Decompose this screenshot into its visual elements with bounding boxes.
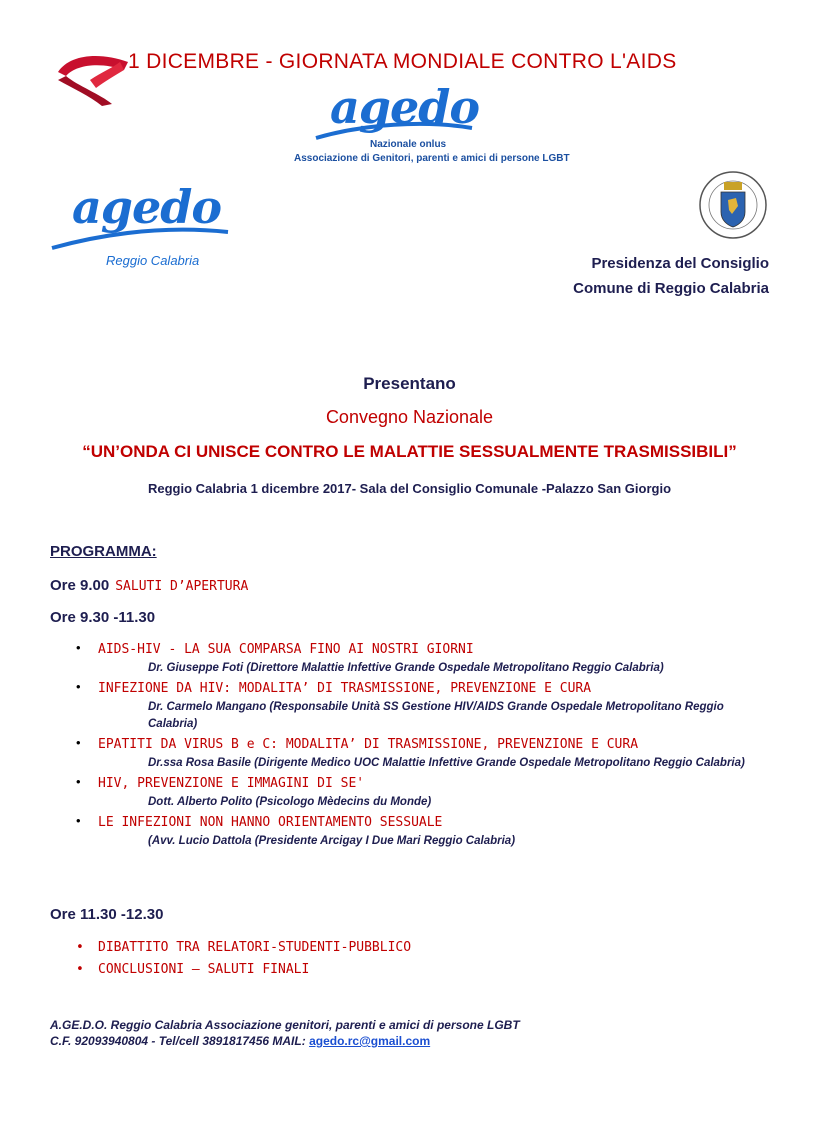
- event-title: 1 DICEMBRE - GIORNATA MONDIALE CONTRO L'AIDS: [128, 50, 677, 73]
- talk-speaker: Dott. Alberto Polito (Psicologo Mèdecins du Monde): [148, 796, 432, 808]
- list-item: [72, 813, 792, 850]
- logo-left-word: agedo: [72, 180, 222, 234]
- agedo-reggio-logo: [50, 180, 250, 275]
- talk-speaker: Dr. Carmelo Mangano (Responsabile Unità SS Gestione HIV/AIDS Grande Ospedale Metropolitano Reggio Calabria): [148, 701, 724, 730]
- time-slot-3-time: Ore 11.30 -12.30: [50, 906, 164, 923]
- list-item: [72, 774, 792, 811]
- convegno-heading: Convegno Nazionale: [325, 407, 494, 427]
- presidenza-line2: Comune di Reggio Calabria: [573, 280, 769, 297]
- aids-ribbon-icon: [50, 50, 140, 106]
- talk-title: • INFEZIONE DA HIV: MODALITA’ DI TRASMISSIONE, PREVENZIONE E CURA: [98, 681, 592, 696]
- email-link[interactable]: agedo.rc@gmail.com: [309, 1034, 431, 1048]
- logo-top-tagline: Associazione di Genitori, parenti e amici di persone LGBT: [294, 153, 570, 164]
- presentano-heading: Presentano: [363, 374, 456, 393]
- talk-speaker: Dr.ssa Rosa Basile (Dirigente Medico UOC Malattie Infettive Grande Ospedale Metropolitano Reggio Calabria): [148, 757, 745, 769]
- footer-line2: C.F. 92093940804 - Tel/cell 3891817456 MAIL:: [50, 1034, 310, 1048]
- talks-list: [72, 640, 792, 852]
- talk-title: • LE INFEZIONI NON HANNO ORIENTAMENTO SESSUALE: [98, 815, 443, 830]
- list-item: • CONCLUSIONI – SALUTI FINALI: [72, 959, 411, 981]
- list-item: [72, 679, 792, 733]
- time-slot-1-activity: SALUTI D’APERTURA: [115, 579, 249, 594]
- presidenza-block: [573, 251, 769, 301]
- talk-speaker: Dr. Giuseppe Foti (Direttore Malattie Infettive Grande Ospedale Metropolitano Reggio Calabria): [148, 662, 664, 674]
- footer: [50, 1017, 520, 1049]
- conference-title: “UN’ONDA CI UNISCE CONTRO LE MALATTIE SESSUALMENTE TRASMISSIBILI”: [82, 442, 737, 461]
- time-slot-1-time: Ore 9.00: [50, 577, 110, 594]
- presidenza-line1: Presidenza del Consiglio: [591, 255, 769, 272]
- time-slot-2: [50, 609, 155, 626]
- talk-title: • AIDS-HIV - LA SUA COMPARSA FINO AI NOSTRI GIORNI: [98, 642, 474, 657]
- talk-speaker: (Avv. Lucio Dattola (Presidente Arcigay I Due Mari Reggio Calabria): [148, 835, 516, 847]
- logo-top-subtitle: Nazionale onlus: [370, 139, 447, 150]
- footer-line1: A.GE.D.O. Reggio Calabria Associazione genitori, parenti e amici di persone LGBT: [50, 1018, 520, 1032]
- list-item: • DIBATTITO TRA RELATORI-STUDENTI-PUBBLICO: [72, 937, 411, 959]
- talk-title: • EPATITI DA VIRUS B e C: MODALITA’ DI TRASMISSIONE, PREVENZIONE E CURA: [98, 737, 639, 752]
- list-item: [72, 640, 792, 677]
- venue-line: Reggio Calabria 1 dicembre 2017- Sala del Consiglio Comunale -Palazzo San Giorgio: [147, 481, 672, 496]
- time-slot-3: [50, 906, 163, 923]
- programma-heading: PROGRAMMA:: [50, 543, 157, 560]
- time-slot-2-time: Ore 9.30 -11.30: [50, 609, 156, 626]
- city-seal-icon: [698, 170, 768, 240]
- closing-list: [72, 937, 411, 981]
- logo-left-city: Reggio Calabria: [106, 253, 200, 268]
- talk-title: • HIV, PREVENZIONE E IMMAGINI DI SE': [98, 776, 365, 791]
- logo-top-word: agedo: [330, 80, 480, 134]
- agedo-national-logo: [294, 78, 594, 168]
- list-item: [72, 735, 792, 772]
- time-slot-1: [50, 577, 248, 594]
